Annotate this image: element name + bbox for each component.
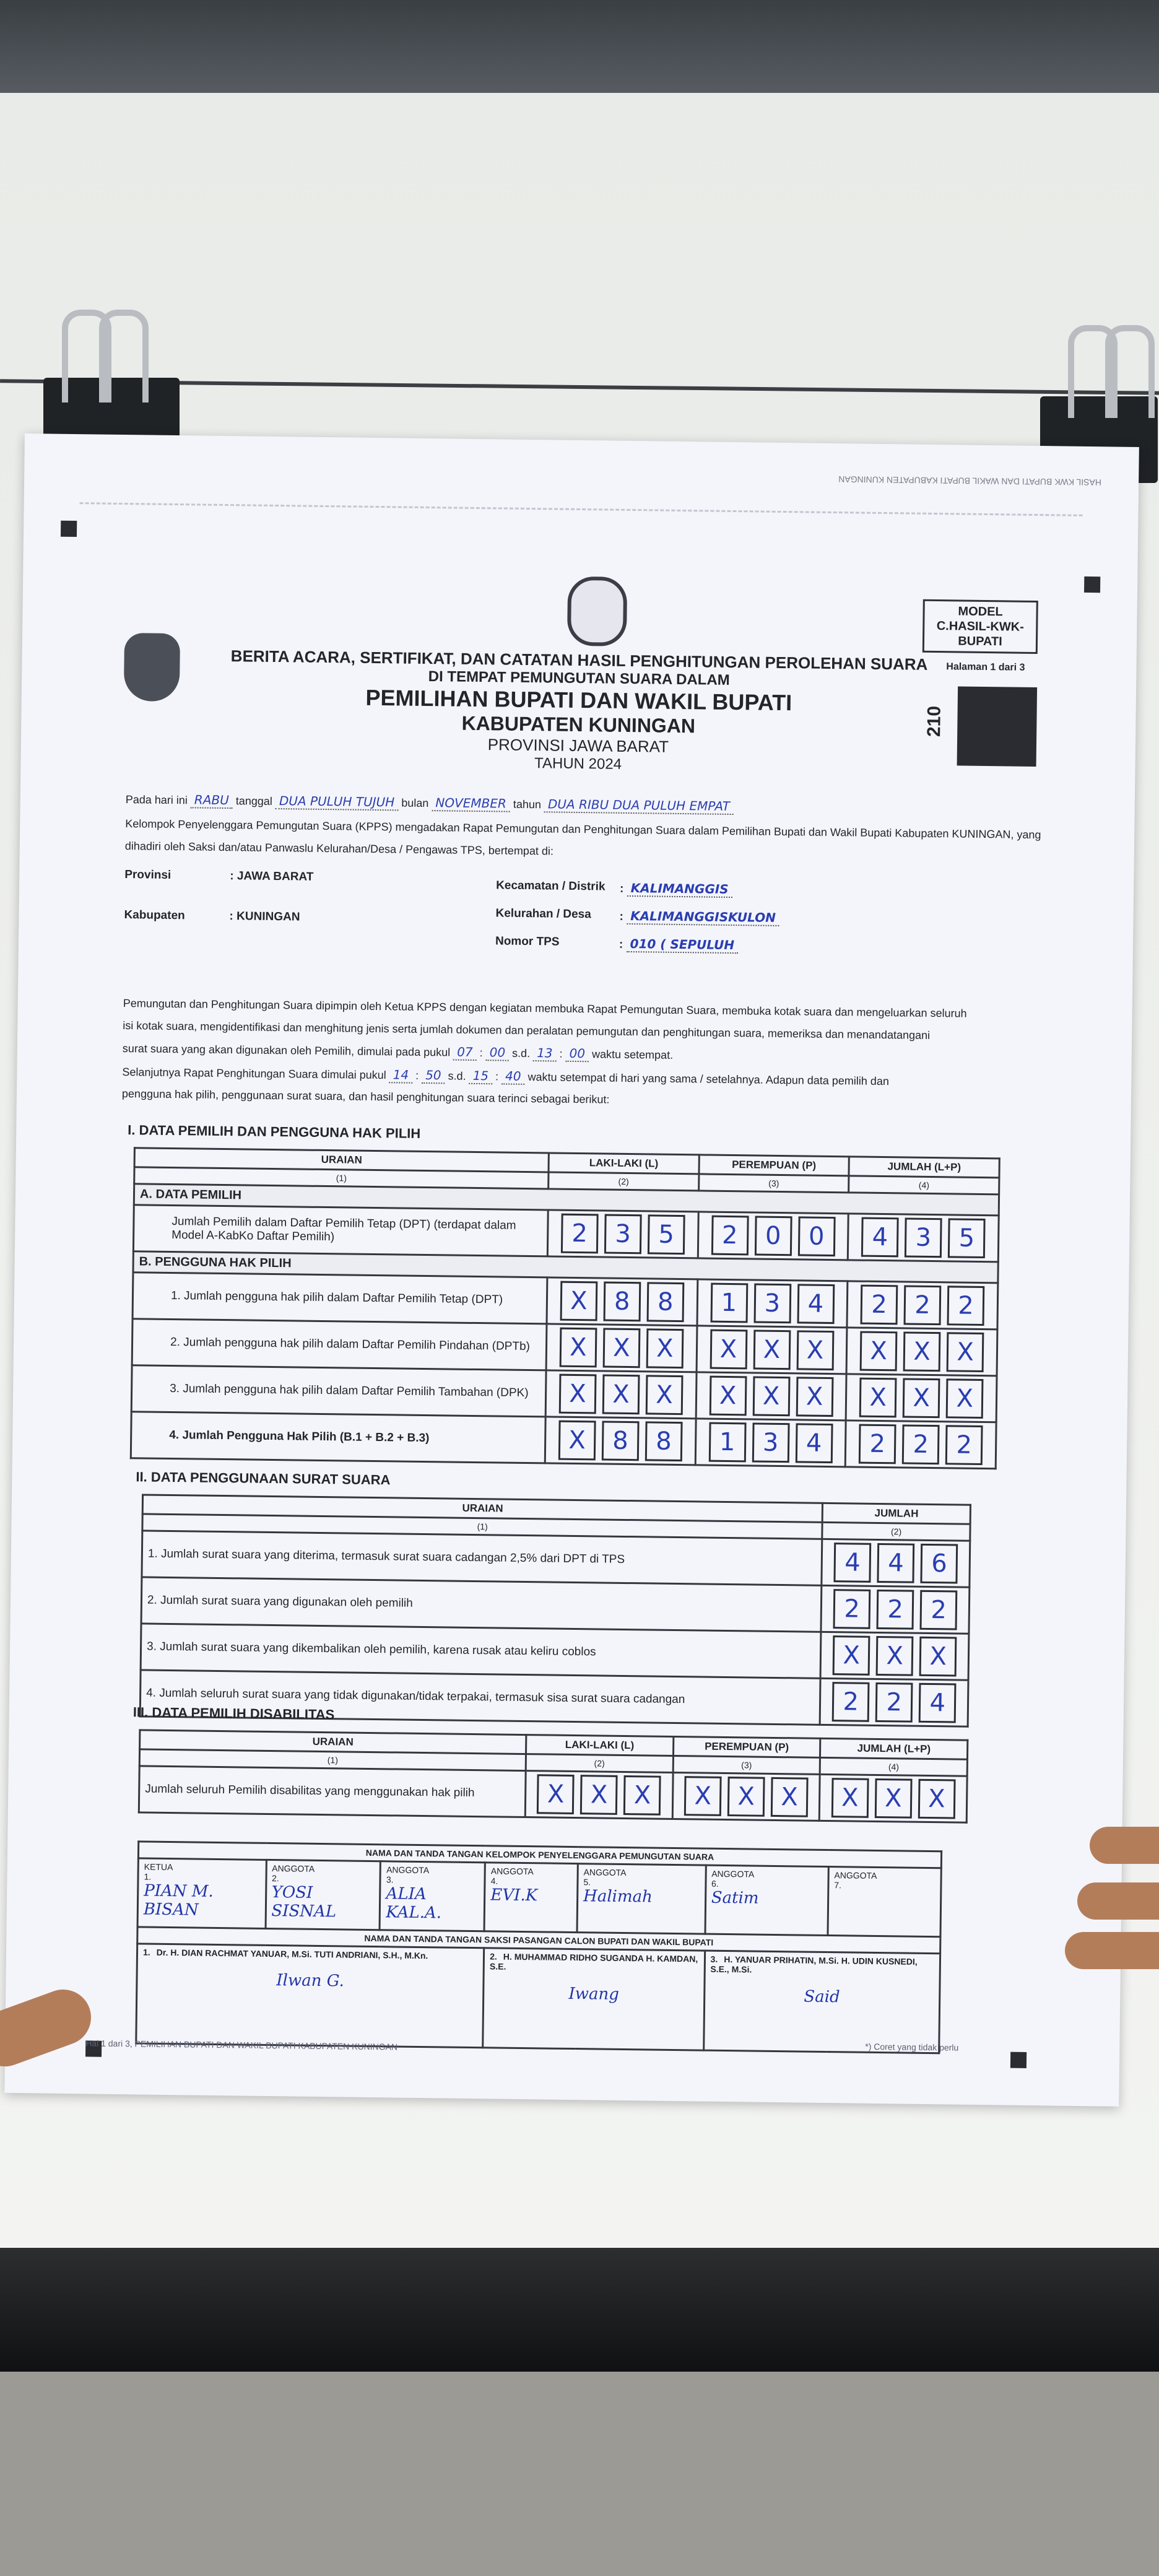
digit-box: 1 [710,1283,748,1323]
time-line-2: isi kotak suara, mengidentifikasi dan menghitung jenis serta jumlah dokumen dan peralatan pemungutan dan penghitungan suara, memeriksa dan menandatangani [123,1019,931,1042]
col-uraian: URAIAN [140,1730,526,1754]
time-line-1: Pemungutan dan Penghitungan Suara dipimpin oleh Ketua KPPS dengan kegiatan membuka Rapat Pemungutan Suara, membuka kotak suara dan mengeluarkan seluruh [123,997,967,1020]
saksi-signature-cell [483,1948,705,2050]
subsection-a-title: A. DATA PEMILIH [134,1184,999,1216]
start-minute: 00 [486,1045,510,1061]
row-label: 1. Jumlah surat suara yang diterima, termasuk surat suara cadangan 2,5% dari DPT di TPS [142,1531,822,1585]
row-label: 4. Jumlah seluruh surat suara yang tidak digunakan/tidak terpakai, termasuk sisa surat suara cadangan [140,1670,820,1725]
digit-box: X [860,1331,898,1372]
kpps-signature: Satim [711,1888,759,1908]
label: s.d. [512,1046,531,1060]
cell-p [696,1372,847,1421]
hand-right [1065,1932,1159,1969]
kpps-signature-cell [266,1860,381,1930]
title-line: DI TEMPAT PEMUNGUTAN SUARA DALAM [428,668,730,689]
digit-box: 3 [753,1283,791,1323]
digit-box: X [831,1778,869,1818]
digit-box: X [710,1329,747,1370]
row-label: 2. Jumlah surat suara yang digunakan oleh pemilih [141,1577,822,1632]
kpps-signature: YOSI SISNAL [271,1883,337,1921]
digit-box: 8 [602,1421,640,1461]
kecamatan-field: KALIMANGGIS [627,881,732,898]
title-line: KABUPATEN KUNINGAN [461,711,696,738]
digit-box: 1 [708,1422,746,1463]
kpps-number: 2. [271,1873,279,1884]
digit-box: 2 [832,1682,870,1722]
digit-box: X [727,1777,765,1817]
registration-mark [61,521,77,537]
digit-box: 8 [645,1421,683,1461]
registration-mark [1084,577,1100,593]
page-number: Halaman 1 dari 3 [946,661,1025,673]
digit-box: X [796,1377,833,1417]
cell-p [697,1279,848,1328]
digit-box: X [946,1378,984,1419]
cell-l [547,1277,698,1326]
bulan-field: NOVEMBER [432,795,510,812]
digit-box: X [602,1375,640,1415]
col-number: (1) [142,1514,823,1539]
label: waktu setempat di hari yang sama / setelahnya. Adapun data pemilih dan [527,1071,890,1088]
count-end-hour: 15 [469,1068,492,1084]
end-minute: 00 [565,1046,589,1062]
cut-line [80,502,1083,516]
kpps-role: KETUA [144,1861,173,1873]
digit-box: X [771,1777,809,1817]
time-line-3: surat suara yang akan digunakan oleh Pemilih, dimulai pada pukul 07 : 00 s.d. 13 : 00 waktu setempat. [122,1042,674,1061]
digit-box: 2 [861,1285,898,1325]
digit-box: 2 [833,1589,871,1629]
kpps-signature: PIAN M. BISAN [143,1881,214,1920]
col-number: (2) [549,1172,699,1191]
cell-j [820,1678,968,1726]
kpps-role: ANGGOTA [490,1866,534,1877]
section-1-title: I. DATA PEMILIH DAN PENGGUNA HAK PILIH [128,1122,421,1141]
col-l: LAKI-LAKI (L) [526,1735,674,1756]
kabupaten-value: : KUNINGAN [229,910,300,924]
label: s.d. [448,1069,466,1082]
qr-code [957,686,1038,767]
digit-box: 2 [561,1214,599,1254]
tps-label: Nomor TPS [495,934,560,949]
label: waktu setempat. [591,1048,674,1061]
col-number: (1) [139,1749,526,1771]
row-label: Jumlah seluruh Pemilih disabilitas yang menggunakan hak pilih [139,1766,526,1817]
digit-box: X [876,1636,914,1676]
provinsi-value: : JAWA BARAT [230,869,314,884]
kpps-number: 3. [386,1874,394,1885]
digit-box: 2 [875,1682,913,1723]
digit-box: X [874,1778,912,1819]
cell-j [822,1539,970,1587]
digit-box: 2 [711,1216,749,1256]
count-end-minute: 40 [501,1068,525,1084]
kecamatan-value: : KALIMANGGIS [620,881,732,897]
saksi-signature-cell [136,1944,484,2048]
digit-box: 2 [877,1590,914,1630]
label: surat suara yang akan digunakan oleh Pemilih, dimulai pada pukul [122,1042,451,1059]
count-minute: 50 [422,1068,445,1084]
time-line-5: pengguna hak pilih, penggunaan surat suara, dan hasil penghitungan suara terinci sebagai berikut: [121,1087,610,1106]
cell-j [848,1214,999,1262]
col-j: JUMLAH (L+P) [849,1157,999,1178]
saksi-title: NAMA DAN TANDA TANGAN SAKSI PASANGAN CALON BUPATI DAN WAKIL BUPATI [137,1927,940,1954]
digit-box: 4 [919,1683,957,1723]
kpps-signature-cell [484,1863,578,1933]
section-1-table [130,1147,1001,1469]
digit-box: X [903,1331,941,1372]
digit-box: 4 [861,1217,899,1258]
footer-right: *) Coret yang tidak perlu [865,2041,959,2053]
table-row [131,1412,996,1469]
kpps-signature-cell [137,1858,266,1929]
row-label: 2. Jumlah pengguna hak pilih dalam Daftar Pemilih Pindahan (DPTb) [132,1319,547,1370]
hand-right [1077,1882,1159,1920]
col-uraian: URAIAN [134,1148,549,1172]
digit-box: 4 [834,1543,872,1583]
title-line: PEMILIHAN BUPATI DAN WAKIL BUPATI [365,684,792,716]
cell-l [546,1324,697,1372]
binder-clip-arm [1105,325,1155,418]
registration-mark [1010,2052,1027,2068]
col-number: (3) [698,1174,849,1193]
digit-box: 5 [948,1218,986,1258]
col-l: LAKI-LAKI (L) [549,1153,699,1174]
table-row [139,1766,967,1822]
kpps-signature: EVI.K [490,1886,538,1905]
kabupaten-logo [124,633,180,702]
kelurahan-label: Kelurahan / Desa [495,907,591,921]
kpps-role: ANGGOTA [386,1865,430,1876]
document-title [206,646,950,778]
cell-l [547,1210,698,1258]
digit-box: X [558,1421,596,1461]
kpps-role: ANGGOTA [711,1868,755,1879]
row-label: 3. Jumlah pengguna hak pilih dalam Daftar Pemilih Tambahan (DPK) [131,1365,546,1417]
kpps-role: ANGGOTA [272,1863,315,1874]
digit-box: 2 [920,1590,958,1630]
saksi-number: 2. [490,1951,497,1962]
digit-box: 4 [877,1543,915,1583]
digit-box: 2 [947,1286,985,1326]
tahun-field: DUA RIBU DUA PULUH EMPAT [544,796,734,815]
digit-box: 2 [859,1424,896,1464]
col-number: (2) [822,1522,970,1541]
col-p: PEREMPUAN (P) [699,1155,849,1176]
cell-p [698,1212,849,1260]
saksi-signature: Said [804,1987,840,2007]
section-3-title: III. DATA PEMILIH DISABILITAS [132,1704,335,1723]
section-2-table [139,1494,971,1727]
saksi-signature: Iwang [568,1984,620,2004]
saksi-signature: Ilwan G. [276,1971,344,1991]
digit-box: X [709,1376,747,1416]
kpps-signature-cell [380,1861,485,1931]
digit-box: X [580,1775,618,1815]
kpps-title: NAMA DAN TANDA TANGAN KELOMPOK PENYELENGGARA PEMUNGUTAN SUARA [138,1842,941,1868]
provinsi-label: Provinsi [124,868,171,882]
digit-box: 3 [905,1217,942,1258]
count-hour: 14 [389,1067,413,1083]
end-hour: 13 [533,1045,557,1061]
digit-box: 2 [904,1285,942,1325]
digit-box: 4 [797,1284,835,1324]
cell-l [545,1370,697,1419]
digit-box: X [646,1328,684,1368]
kpps-number: 5. [583,1877,591,1887]
cell-p [695,1419,846,1467]
cell-j [847,1281,998,1329]
label: tahun [513,798,542,811]
digit-box: 3 [604,1214,642,1255]
digit-box: X [903,1378,940,1418]
col-number: (2) [526,1754,673,1773]
model-line: BUPATI [958,634,1002,649]
saksi-number: 1. [142,1947,150,1957]
row-label: 1. Jumlah pengguna hak pilih dalam Daftar Pemilih Tetap (DPT) [132,1273,547,1324]
title-line: PROVINSI JAWA BARAT [487,735,669,756]
cell-j [846,1328,997,1376]
label: tanggal [235,794,273,807]
digit-box: X [919,1637,957,1677]
hari-field: RABU [191,792,233,809]
title-line: BERITA ACARA, SERTIFIKAT, DAN CATATAN HASIL PENGHITUNGAN PEROLEHAN SUARA [230,646,928,674]
digit-box: 0 [754,1216,792,1256]
kpps-number: 6. [711,1878,719,1889]
digit-box: 6 [921,1544,958,1584]
saksi-names: H. MUHAMMAD RIDHO SUGANDA H. KAMDAN, S.E. [489,1951,698,1972]
col-uraian: URAIAN [142,1495,823,1522]
kelurahan-field: KALIMANGGISKULON [627,908,779,926]
digit-box: X [602,1328,640,1368]
digit-box: X [646,1375,684,1415]
col-number: (1) [134,1167,549,1189]
qr-code-label: 210 [924,705,945,738]
model-line: C.HASIL-KWK- [936,619,1024,634]
digit-box: X [537,1774,575,1814]
cell-j [820,1774,968,1822]
tps-field: 010 ( SEPULUH [626,936,738,954]
cell-j [846,1421,997,1469]
subsection-b-title: B. PENGGUNA HAK PILIH [133,1251,998,1283]
row-label: Jumlah Pemilih dalam Daftar Pemilih Tetap (DPT) (terdapat dalam Model A-KabKo Daftar Pemilih) [133,1205,548,1256]
digit-box: 2 [902,1424,940,1464]
kpu-logo [567,577,627,646]
section-2-title: II. DATA PENGGUNAAN SURAT SUARA [136,1469,391,1488]
saksi-names: Dr. H. DIAN RACHMAT YANUAR, M.Si. TUTI ANDRIANI, S.H., M.Kn. [156,1947,428,1961]
digit-box: X [796,1330,834,1370]
kpps-signature-cell [705,1865,829,1935]
background-wall-top [0,0,1159,93]
digit-box: X [918,1779,955,1819]
label: bulan [401,796,429,810]
digit-box: 8 [603,1282,641,1322]
col-j: JUMLAH [823,1503,971,1524]
digit-box: X [947,1332,984,1372]
label: Pada hari ini [125,793,188,807]
digit-box: 3 [752,1422,789,1463]
kpps-number: 4. [490,1876,498,1886]
col-number: (4) [820,1757,967,1776]
digit-box: 2 [945,1425,983,1465]
kpps-role: ANGGOTA [834,1870,877,1881]
col-number: (4) [849,1176,999,1194]
kecamatan-label: Kecamatan / Distrik [496,879,606,894]
cell-p [697,1326,848,1374]
document-sheet [4,433,1139,2107]
cell-j [846,1374,997,1422]
digit-box: X [752,1376,790,1416]
cell-j [820,1632,968,1680]
kabupaten-label: Kabupaten [124,908,185,923]
digit-box: 5 [648,1214,685,1255]
start-hour: 07 [453,1045,477,1061]
saksi-number: 3. [710,1954,718,1964]
binder-clip-arm [99,310,149,402]
model-box [922,599,1038,654]
col-p: PEREMPUAN (P) [673,1736,820,1757]
time-line-4: Selanjutnya Rapat Penghitungan Suara dimulai pukul 14 : 50 s.d. 15 : 40 waktu setempat di hari yang sama / setelahnya. Adapun data pemilih dan [122,1066,890,1088]
saksi-signature-row [136,1944,940,2053]
tps-value: : 010 ( SEPULUH [619,936,738,953]
row-label: 4. Jumlah Pengguna Hak Pilih (B.1 + B.2 + B.3) [131,1412,545,1463]
title-line: TAHUN 2024 [534,755,622,773]
cell-j [821,1585,969,1634]
digit-box: 8 [646,1282,684,1322]
digit-box: 4 [795,1423,833,1463]
row-label: 3. Jumlah surat suara yang dikembalikan oleh pemilih, karena rusak atau keliru coblos [141,1624,821,1678]
digit-box: X [560,1328,597,1368]
signature-table [135,1840,942,2054]
saksi-signature-cell [703,1951,940,2053]
digit-box: X [859,1378,897,1418]
kpps-signature-cell [577,1864,706,1934]
edge-text: HASIL KWK BUPATI DAN WAKIL BUPATI KABUPATEN KUNINGAN [838,474,1102,488]
digit-box: 0 [797,1216,835,1256]
kpps-signature: ALIA KAL.A. [386,1884,442,1923]
footer-left: Hal 1 dari 3, PEMILIHAN BUPATI DAN WAKIL BUPATI KABUPATEN KUNINGAN [85,2038,398,2052]
digit-box: X [833,1635,870,1676]
cell-l [545,1417,696,1465]
kpps-role: ANGGOTA [583,1867,627,1878]
saksi-names: H. YANUAR PRIHATIN, M.Si. H. UDIN KUSNEDI, S.E., M.Si. [710,1954,918,1975]
kpps-signature-cell [828,1867,942,1937]
tanggal-field: DUA PULUH TUJUH [276,793,399,811]
section-3-table [138,1729,969,1823]
kelurahan-value: : KALIMANGGISKULON [619,908,779,926]
kpps-signature-row [137,1858,941,1937]
background-floor [0,2372,1159,2576]
model-line: MODEL [958,604,1003,619]
digit-box: X [753,1329,791,1370]
kpps-number: 1. [144,1871,152,1882]
cell-l [525,1771,673,1819]
kpps-signature: Halimah [583,1887,653,1907]
col-j: JUMLAH (L+P) [820,1738,968,1759]
digit-box: X [559,1374,597,1414]
intro-paragraph: Kelompok Penyelenggara Pemungutan Suara (KPPS) mengadakan Rapat Pemungutan dan Penghitungan Suara dalam Pemilihan Bupati dan Wakil Bupati Kabupaten KUNINGAN, yang dihadiri oleh Saksi dan/atau Panwaslu Kelurahan/Desa / Pengawas TPS, bertempat di: [124,817,1041,858]
kpps-number: 7. [834,1880,842,1891]
background-rail [0,2248,1159,2372]
digit-box: X [623,1775,661,1816]
hand-right [1090,1827,1159,1864]
col-number: (3) [673,1756,820,1774]
label: Selanjutnya Rapat Penghitungan Suara dimulai pukul [122,1066,386,1082]
cell-p [672,1772,820,1821]
digit-box: X [684,1776,722,1816]
digit-box: X [560,1281,597,1321]
